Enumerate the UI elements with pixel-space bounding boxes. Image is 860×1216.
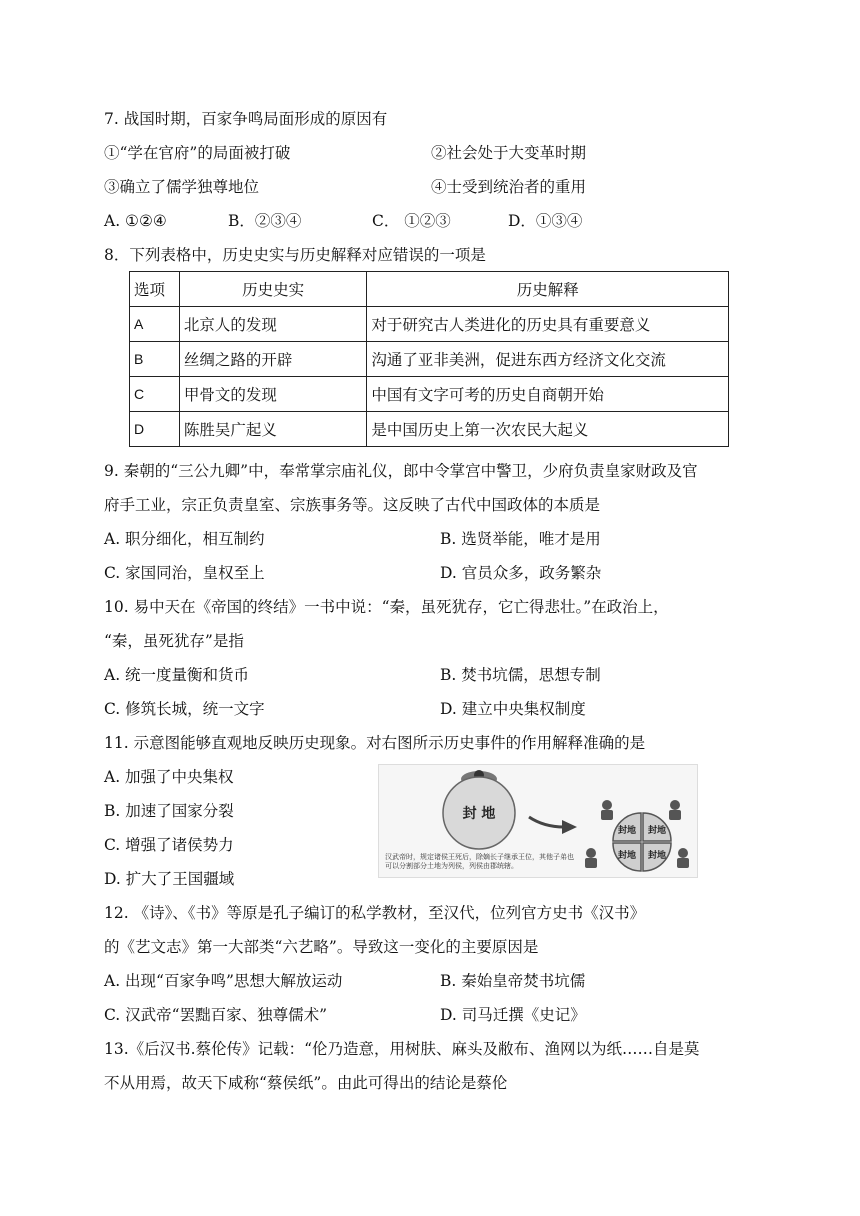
table-header-row xyxy=(130,272,729,307)
table-row xyxy=(130,342,729,377)
table-cell-fact: 北京人的发现 xyxy=(179,307,366,342)
table-cell-explanation: 对于研究古人类进化的历史具有重要意义 xyxy=(367,307,729,342)
q10-option-a[interactable]: A. 统一度量衡和货币 xyxy=(104,666,250,684)
quadrant-label: 封地 xyxy=(647,851,667,861)
q8-table xyxy=(129,271,729,447)
table-row xyxy=(130,307,729,342)
table-cell-fact: 丝绸之路的开辟 xyxy=(179,342,366,377)
q11-option-d[interactable]: D. 扩大了王国疆域 xyxy=(104,870,235,888)
table-cell-option: D xyxy=(130,412,180,447)
table-row xyxy=(130,377,729,412)
table-header-option: 选项 xyxy=(130,272,180,307)
q12-option-d[interactable]: D. 司马迁撰《史记》 xyxy=(440,1006,586,1024)
quadrant-label: 封地 xyxy=(647,826,667,836)
q9-option-c[interactable]: C. 家国同治，皇权至上 xyxy=(104,564,265,582)
large-fiefdom-label: 封 地 xyxy=(462,806,496,822)
table-cell-option: C xyxy=(130,377,180,412)
q13-stem-line-1: 13.《后汉书.蔡伦传》记载：“伦乃造意，用树肤、麻头及敝布、渔网以为纸……自是莫 xyxy=(104,1040,700,1058)
q12-option-a[interactable]: A. 出现“百家争鸣”思想大解放运动 xyxy=(104,972,343,990)
diagram-caption: 汉武帝时，规定诸侯王死后，除嫡长子继承王位，其他子弟也可以分割部分土地为列侯，列侯由郡统辖。 xyxy=(385,853,574,870)
q7-option-d[interactable]: D．①③④ xyxy=(508,212,583,230)
q12-option-c[interactable]: C. 汉武帝“罢黜百家、独尊儒术” xyxy=(104,1006,328,1024)
table-header-fact: 历史史实 xyxy=(179,272,366,307)
q11-option-b[interactable]: B. 加速了国家分裂 xyxy=(104,802,234,820)
q11-stem: 11. 示意图能够直观地反映历史现象。对右图所示历史事件的作用解释准确的是 xyxy=(104,734,646,752)
table-cell-fact: 陈胜吴广起义 xyxy=(179,412,366,447)
table-header-explanation: 历史解释 xyxy=(367,272,729,307)
q9-stem-line-1: 9. 秦朝的“三公九卿”中，奉常掌宗庙礼仪，郎中令掌宫中警卫，少府负责皇家财政及官 xyxy=(104,462,698,480)
divided-fiefdom-quadrants xyxy=(613,813,671,871)
q7-options xyxy=(104,210,582,232)
quadrant-label: 封地 xyxy=(617,826,637,836)
q8-stem: 8．下列表格中，历史史实与历史解释对应错误的一项是 xyxy=(104,246,486,264)
arrow-right-icon xyxy=(529,817,577,834)
q10-option-d[interactable]: D. 建立中央集权制度 xyxy=(440,700,586,718)
q10-stem-line-2: “秦，虽死犹存”是指 xyxy=(104,632,244,650)
q10-stem-line-1: 10. 易中天在《帝国的终结》一书中说：“秦，虽死犹存，它亡得悲壮。”在政治上， xyxy=(104,598,669,616)
q7-option-b[interactable]: B．②③④ xyxy=(228,212,302,230)
q9-option-d[interactable]: D. 官员众多，政务繁杂 xyxy=(440,564,602,582)
q7-stem: 7. 战国时期，百家争鸣局面形成的原因有 xyxy=(104,110,388,128)
q7-item-3: ③确立了儒学独尊地位 xyxy=(104,178,260,196)
q7-option-a[interactable]: A. ①②④ xyxy=(104,212,167,230)
table-cell-option: A xyxy=(130,307,180,342)
table-cell-explanation: 是中国历史上第一次农民大起义 xyxy=(367,412,729,447)
q7-item-4: ④士受到统治者的重用 xyxy=(431,178,587,196)
q10-option-c[interactable]: C. 修筑长城，统一文字 xyxy=(104,700,265,718)
q11-illustration xyxy=(378,764,698,878)
q9-option-a[interactable]: A. 职分细化，相互制约 xyxy=(104,530,265,548)
q7-option-c[interactable]: C． ①②③ xyxy=(372,212,451,230)
table-cell-fact: 甲骨文的发现 xyxy=(179,377,366,412)
quadrant-label: 封地 xyxy=(617,851,637,861)
q12-option-b[interactable]: B. 秦始皇帝焚书坑儒 xyxy=(440,972,586,990)
table-row xyxy=(130,412,729,447)
q7-item-1: ①“学在官府”的局面被打破 xyxy=(104,144,291,162)
q12-stem-line-1: 12. 《诗》、《书》等原是孔子编订的私学教材，至汉代，位列官方史书《汉书》 xyxy=(104,904,646,922)
q10-option-b[interactable]: B. 焚书坑儒，思想专制 xyxy=(440,666,601,684)
table-cell-option: B xyxy=(130,342,180,377)
q11-option-a[interactable]: A. 加强了中央集权 xyxy=(104,768,234,786)
q9-option-b[interactable]: B. 选贤举能，唯才是用 xyxy=(440,530,601,548)
table-cell-explanation: 中国有文字可考的历史自商朝开始 xyxy=(367,377,729,412)
q13-stem-line-2: 不从用焉，故天下咸称“蔡侯纸”。由此可得出的结论是蔡伦 xyxy=(104,1074,508,1092)
q9-stem-line-2: 府手工业，宗正负责皇室、宗族事务等。这反映了古代中国政体的本质是 xyxy=(104,496,601,514)
q7-item-2: ②社会处于大变革时期 xyxy=(431,144,587,162)
table-cell-explanation: 沟通了亚非美洲，促进东西方经济文化交流 xyxy=(367,342,729,377)
q12-stem-line-2: 的《艺文志》第一大部类“六艺略”。导致这一变化的主要原因是 xyxy=(104,938,539,956)
q11-option-c[interactable]: C. 增强了诸侯势力 xyxy=(104,836,234,854)
